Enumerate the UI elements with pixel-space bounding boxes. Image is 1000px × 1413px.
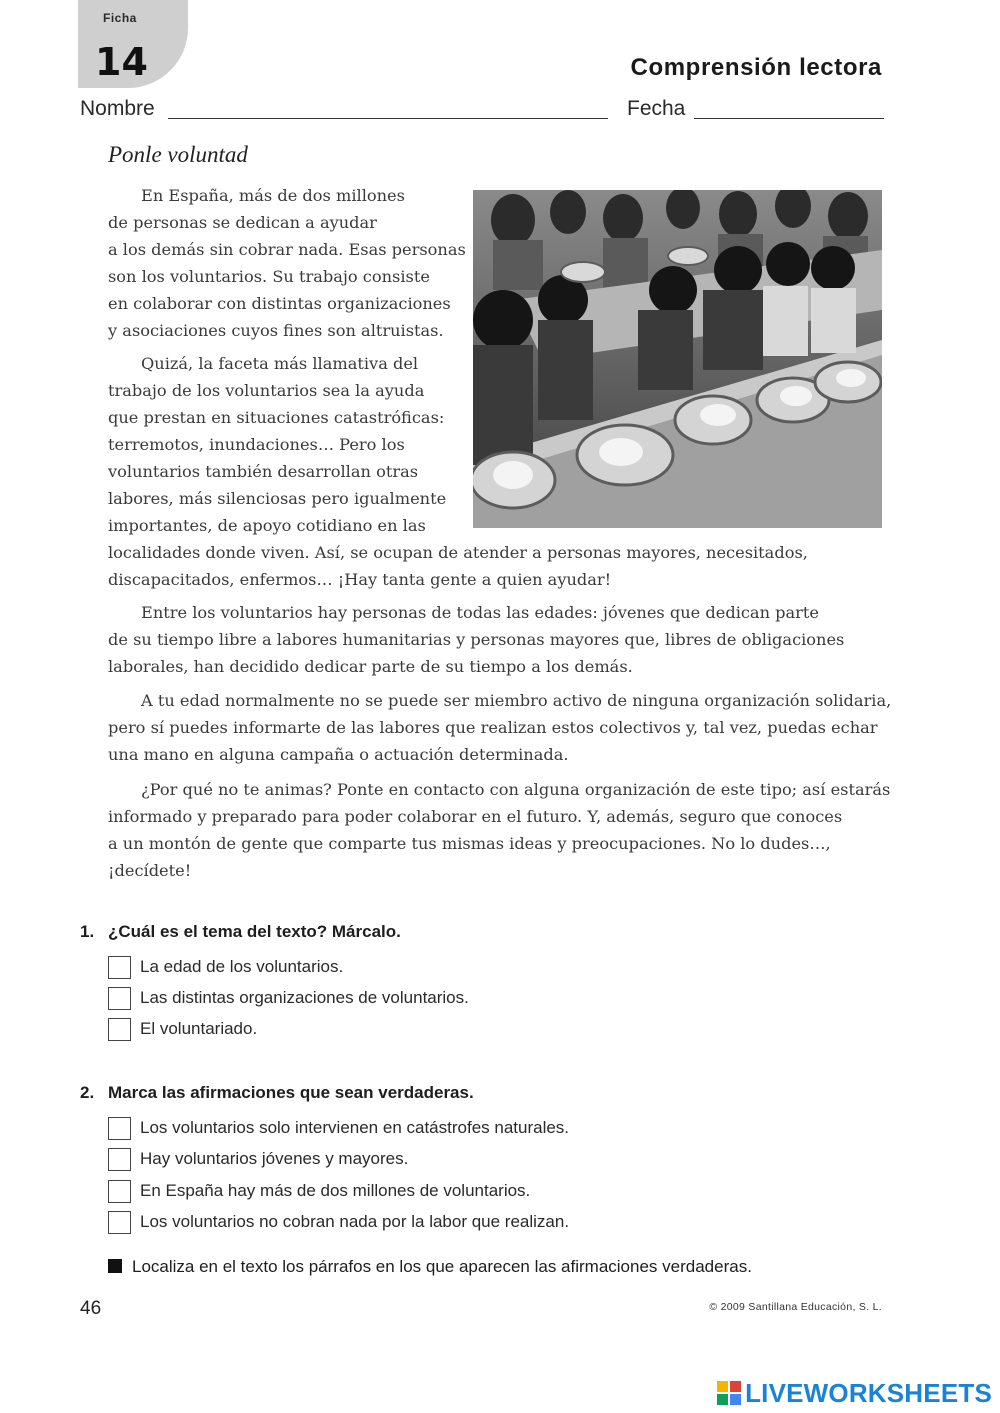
paragraph-1 xyxy=(108,182,466,344)
name-date-row xyxy=(80,97,884,125)
text-line: Entre los voluntarios hay personas de todas las edades: jóvenes que dedican parte xyxy=(141,603,819,622)
option-label: Hay voluntarios jóvenes y mayores. xyxy=(140,1149,409,1168)
text-line: Quizá, la faceta más llamativa del xyxy=(141,354,419,373)
option-label: Los voluntarios solo intervienen en catástrofes naturales. xyxy=(140,1118,570,1137)
question-2 xyxy=(80,1083,474,1103)
text-line: En España, más de dos millones xyxy=(141,186,405,205)
paragraph-3 xyxy=(108,599,844,680)
text-line: de su tiempo libre a labores humanitarias y personas mayores que, libres de obligaciones xyxy=(108,630,845,649)
option-label: La edad de los voluntarios. xyxy=(140,957,344,976)
name-label: Nombre xyxy=(80,97,155,120)
paragraph-5 xyxy=(108,776,890,884)
task-instruction xyxy=(108,1257,752,1277)
text-line: importantes, de apoyo cotidiano en las xyxy=(108,516,426,535)
liveworksheets-text: LIVEWORKSHEETS xyxy=(745,1377,992,1408)
task-text: Localiza en el texto los párrafos en los que aparecen las afirmaciones verdaderas. xyxy=(132,1257,752,1276)
paragraph-2 xyxy=(108,350,808,593)
name-field[interactable] xyxy=(168,118,608,119)
option-label: Los voluntarios no cobran nada por la labor que realizan. xyxy=(140,1212,570,1231)
text-line: localidades donde viven. Así, se ocupan de atender a personas mayores, necesitados, xyxy=(108,543,808,562)
question-number: 1. xyxy=(80,922,95,941)
option-label: El voluntariado. xyxy=(140,1019,258,1038)
liveworksheets-logo[interactable] xyxy=(717,1378,992,1408)
date-label: Fecha xyxy=(627,97,686,120)
text-line: en colaborar con distintas organizaciones xyxy=(108,294,451,313)
checkbox[interactable] xyxy=(108,1148,131,1171)
date-field[interactable] xyxy=(694,118,884,119)
checkbox[interactable] xyxy=(108,1117,131,1140)
text-line: que prestan en situaciones catastróficas: xyxy=(108,408,445,427)
text-line: discapacitados, enfermos… ¡Hay tanta gente a quien ayudar! xyxy=(108,570,612,589)
text-line: laborales, han decidido dedicar parte de su tiempo a los demás. xyxy=(108,657,633,676)
page-number: 46 xyxy=(80,1298,102,1319)
text-line: y asociaciones cuyos fines son altruistas. xyxy=(108,321,444,340)
text-line: informado y preparado para poder colaborar en el futuro. Y, además, seguro que conoces xyxy=(108,807,843,826)
ficha-number: 14 xyxy=(95,40,148,84)
question-1 xyxy=(80,922,401,942)
reading-title: Ponle voluntad xyxy=(108,142,248,167)
option-label: Las distintas organizaciones de voluntarios. xyxy=(140,988,469,1007)
text-line: a los demás sin cobrar nada. Esas personas xyxy=(108,240,466,259)
paragraph-4 xyxy=(108,687,891,768)
checkbox[interactable] xyxy=(108,1018,131,1041)
text-line: labores, más silenciosas pero igualmente xyxy=(108,489,447,508)
square-bullet-icon xyxy=(108,1259,122,1273)
checkbox[interactable] xyxy=(108,1180,131,1203)
text-line: son los voluntarios. Su trabajo consiste xyxy=(108,267,430,286)
text-line: pero sí puedes informarte de las labores que realizan estos colectivos y, tal vez, puedas echar xyxy=(108,718,878,737)
text-line: a un montón de gente que comparte tus mismas ideas y preocupaciones. No lo dudes…, xyxy=(108,834,831,853)
text-line: A tu edad normalmente no se puede ser miembro activo de ninguna organización solidaria, xyxy=(141,691,892,710)
checkbox[interactable] xyxy=(108,1211,131,1234)
text-line: voluntarios también desarrollan otras xyxy=(108,462,419,481)
text-line: de personas se dedican a ayudar xyxy=(108,213,377,232)
section-title: Comprensión lectora xyxy=(630,54,882,81)
option-label: En España hay más de dos millones de voluntarios. xyxy=(140,1181,531,1200)
copyright: © 2009 Santillana Educación, S. L. xyxy=(709,1301,882,1313)
ficha-label: Ficha xyxy=(103,11,137,25)
text-line: trabajo de los voluntarios sea la ayuda xyxy=(108,381,425,400)
liveworksheets-blocks-icon xyxy=(717,1381,741,1405)
checkbox[interactable] xyxy=(108,987,131,1010)
text-line: terremotos, inundaciones… Pero los xyxy=(108,435,405,454)
text-line: ¿Por qué no te animas? Ponte en contacto con alguna organización de este tipo; así estarás xyxy=(141,780,891,799)
text-line: una mano en alguna campaña o actuación determinada. xyxy=(108,745,569,764)
text-line: ¡decídete! xyxy=(108,861,192,880)
question-text: Marca las afirmaciones que sean verdaderas. xyxy=(108,1083,474,1102)
question-number: 2. xyxy=(80,1083,95,1102)
question-text: ¿Cuál es el tema del texto? Márcalo. xyxy=(108,922,401,941)
checkbox[interactable] xyxy=(108,956,131,979)
